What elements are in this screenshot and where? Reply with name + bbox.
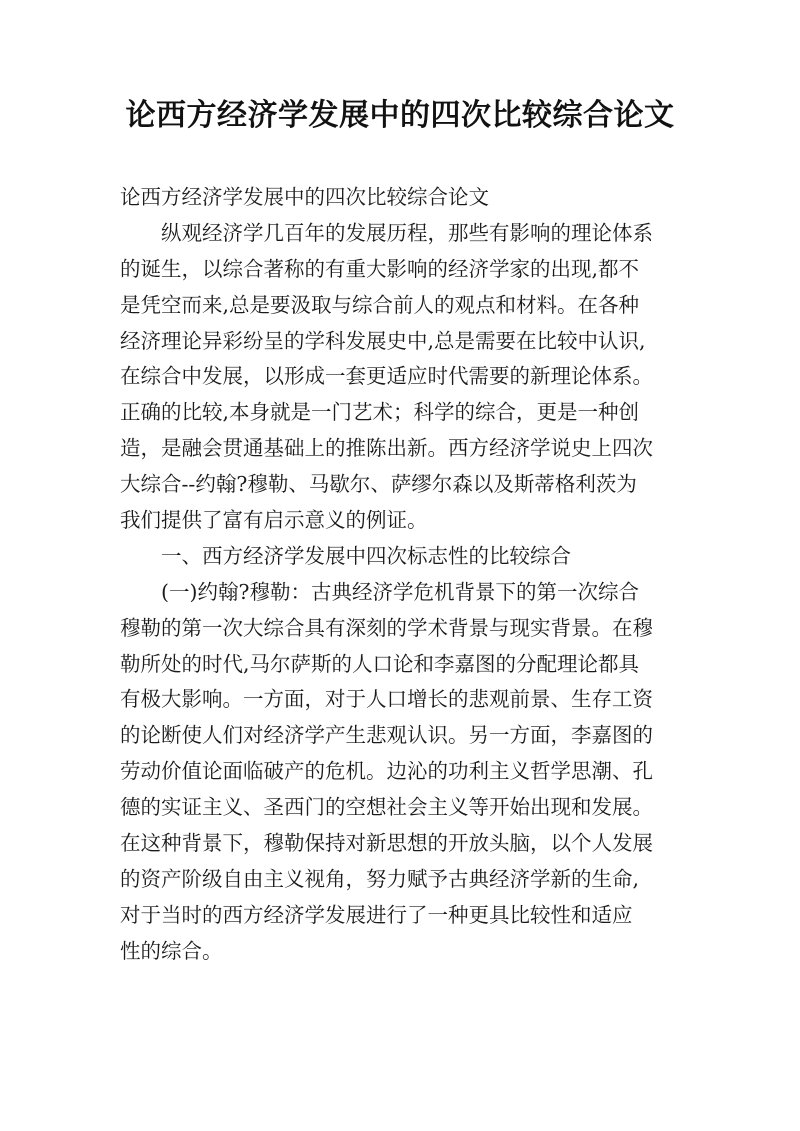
- text-line: 勒所处的时代,马尔萨斯的人口论和李嘉图的分配理论都具: [120, 651, 640, 676]
- text-line: 是凭空而来,总是要汲取与综合前人的观点和材料。在各种: [120, 292, 640, 317]
- text-line: 劳动价值论面临破产的危机。边沁的功利主义哲学思潮、孔: [120, 759, 653, 784]
- text-line: 的论断使人们对经济学产生悲观认识。另一方面，李嘉图的: [120, 723, 653, 748]
- text-line: 纵观经济学几百年的发展历程，那些有影响的理论体系: [161, 220, 653, 245]
- section-heading: 一、西方经济学发展中四次标志性的比较综合: [161, 543, 571, 568]
- text-line: 对于当时的西方经济学发展进行了一种更具比较性和适应: [120, 902, 633, 927]
- text-line: 性的综合。: [120, 938, 223, 963]
- text-line: 在综合中发展，以形成一套更适应时代需要的新理论体系。: [120, 364, 653, 389]
- text-line: 造，是融会贯通基础上的推陈出新。西方经济学说史上四次: [120, 436, 653, 461]
- subsection-heading: (一)约翰?穆勒：古典经济学危机背景下的第一次综合: [161, 579, 639, 604]
- text-line: 我们提供了富有启示意义的例证。: [120, 508, 428, 533]
- text-line: 的诞生，以综合著称的有重大影响的经济学家的出现,都不: [120, 256, 640, 281]
- text-line: 经济理论异彩纷呈的学科发展史中,总是需要在比较中认识,: [120, 328, 646, 353]
- text-line: 在这种背景下，穆勒保持对新思想的开放头脑，以个人发展: [120, 831, 653, 856]
- document-body: [120, 180, 700, 970]
- text-line: 德的实证主义、圣西门的空想社会主义等开始出现和发展。: [120, 795, 653, 820]
- text-line-subtitle: 论西方经济学发展中的四次比较综合论文: [120, 185, 489, 209]
- text-line: 穆勒的第一次大综合具有深刻的学术背景与现实背景。在穆: [120, 615, 653, 640]
- text-line: 有极大影响。一方面，对于人口增长的悲观前景、生存工资: [120, 687, 653, 712]
- text-line: 大综合--约翰?穆勒、马歇尔、萨缪尔森以及斯蒂格利茨为: [120, 472, 637, 497]
- text-line: 正确的比较,本身就是一门艺术；科学的综合，更是一种创: [120, 400, 640, 425]
- document-title: 论西方经济学发展中的四次比较综合论文: [125, 98, 675, 133]
- text-line: 的资产阶级自由主义视角，努力赋予古典经济学新的生命,: [120, 866, 640, 891]
